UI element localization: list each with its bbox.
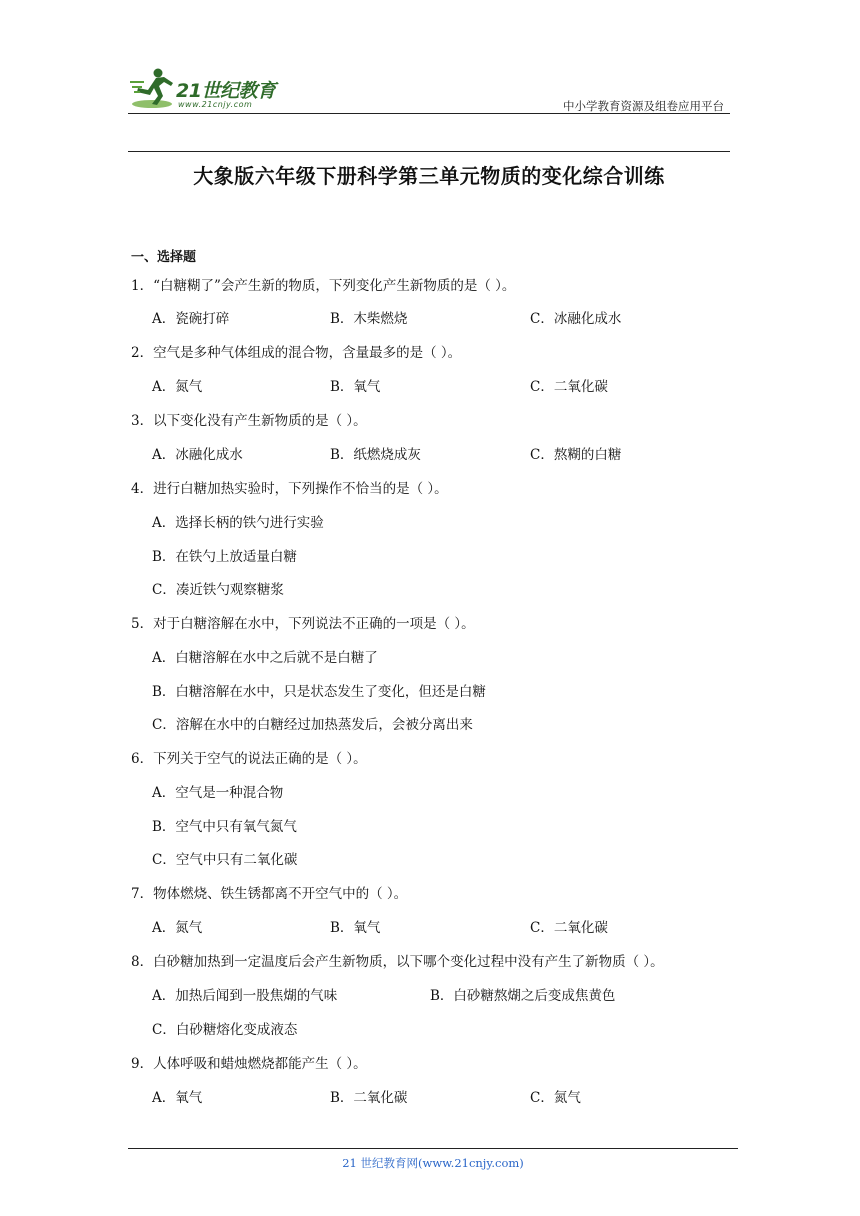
footer-link[interactable]: 21 世纪教育网(www.21cnjy.com) — [342, 1156, 524, 1170]
q4-option-b: B．在铁勺上放适量白糖 — [152, 549, 297, 565]
q5-option-c: C．溶解在水中的白糖经过加热蒸发后，会被分离出来 — [152, 717, 473, 733]
question-9: 9．人体呼吸和蜡烛燃烧都能产生（ ）。 — [131, 1056, 367, 1072]
q8-option-a: A．加热后闻到一股焦煳的气味 — [152, 988, 338, 1004]
title-divider — [128, 151, 730, 152]
question-2: 2．空气是多种气体组成的混合物，含量最多的是（ ）。 — [131, 345, 462, 361]
logo-text: 21世纪教育 — [176, 80, 276, 102]
q3-option-a: A．冰融化成水 — [152, 447, 243, 463]
q8-option-b: B．白砂糖熬煳之后变成焦黄色 — [430, 988, 616, 1004]
q6-option-a: A．空气是一种混合物 — [152, 785, 284, 801]
q3-option-c: C．熬糊的白糖 — [530, 447, 622, 463]
q7-option-a: A．氮气 — [152, 920, 203, 936]
section-heading: 一、选择题 — [131, 250, 197, 265]
page-title: 大象版六年级下册科学第三单元物质的变化综合训练 — [193, 164, 665, 188]
q6-option-c: C．空气中只有二氧化碳 — [152, 852, 298, 868]
q7-option-b: B．氧气 — [330, 920, 381, 936]
q1-option-c: C．冰融化成水 — [530, 311, 622, 327]
logo — [128, 66, 298, 114]
page-header — [128, 66, 730, 114]
q4-option-a: A．选择长柄的铁勺进行实验 — [152, 515, 324, 531]
q1-option-b: B．木柴燃烧 — [330, 311, 408, 327]
q5-option-a: A．白糖溶解在水中之后就不是白糖了 — [152, 650, 378, 666]
platform-name: 中小学教育资源及组卷应用平台 — [563, 99, 724, 113]
footer-divider — [128, 1148, 738, 1149]
q7-option-c: C．二氧化碳 — [530, 920, 608, 936]
q4-option-c: C．凑近铁勺观察糖浆 — [152, 582, 284, 598]
q9-option-a: A．氧气 — [152, 1090, 203, 1106]
runner-logo-icon — [128, 66, 176, 110]
q6-option-b: B．空气中只有氧气氮气 — [152, 819, 297, 835]
q1-option-a: A．瓷碗打碎 — [152, 311, 230, 327]
q9-option-b: B．二氧化碳 — [330, 1090, 408, 1106]
q9-option-c: C．氮气 — [530, 1090, 581, 1106]
q2-option-c: C．二氧化碳 — [530, 379, 608, 395]
header-divider — [128, 113, 730, 114]
logo-url: www.21cnjy.com — [178, 100, 253, 109]
question-8: 8．白砂糖加热到一定温度后会产生新物质，以下哪个变化过程中没有产生了新物质（ ）。 — [131, 954, 664, 970]
q3-option-b: B．纸燃烧成灰 — [330, 447, 421, 463]
q2-option-b: B．氧气 — [330, 379, 381, 395]
question-7: 7．物体燃烧、铁生锈都离不开空气中的（ ）。 — [131, 886, 408, 902]
question-3: 3．以下变化没有产生新物质的是（ ）。 — [131, 413, 367, 429]
question-6: 6．下列关于空气的说法正确的是（ ）。 — [131, 751, 367, 767]
q5-option-b: B．白糖溶解在水中，只是状态发生了变化，但还是白糖 — [152, 684, 486, 700]
q8-option-c: C．白砂糖熔化变成液态 — [152, 1022, 298, 1038]
question-5: 5．对于白糖溶解在水中，下列说法不正确的一项是（ ）。 — [131, 616, 475, 632]
question-4: 4．进行白糖加热实验时，下列操作不恰当的是（ ）。 — [131, 481, 448, 497]
q2-option-a: A．氮气 — [152, 379, 203, 395]
question-1: 1．“白糖糊了”会产生新的物质，下列变化产生新物质的是（ ）。 — [131, 278, 516, 294]
